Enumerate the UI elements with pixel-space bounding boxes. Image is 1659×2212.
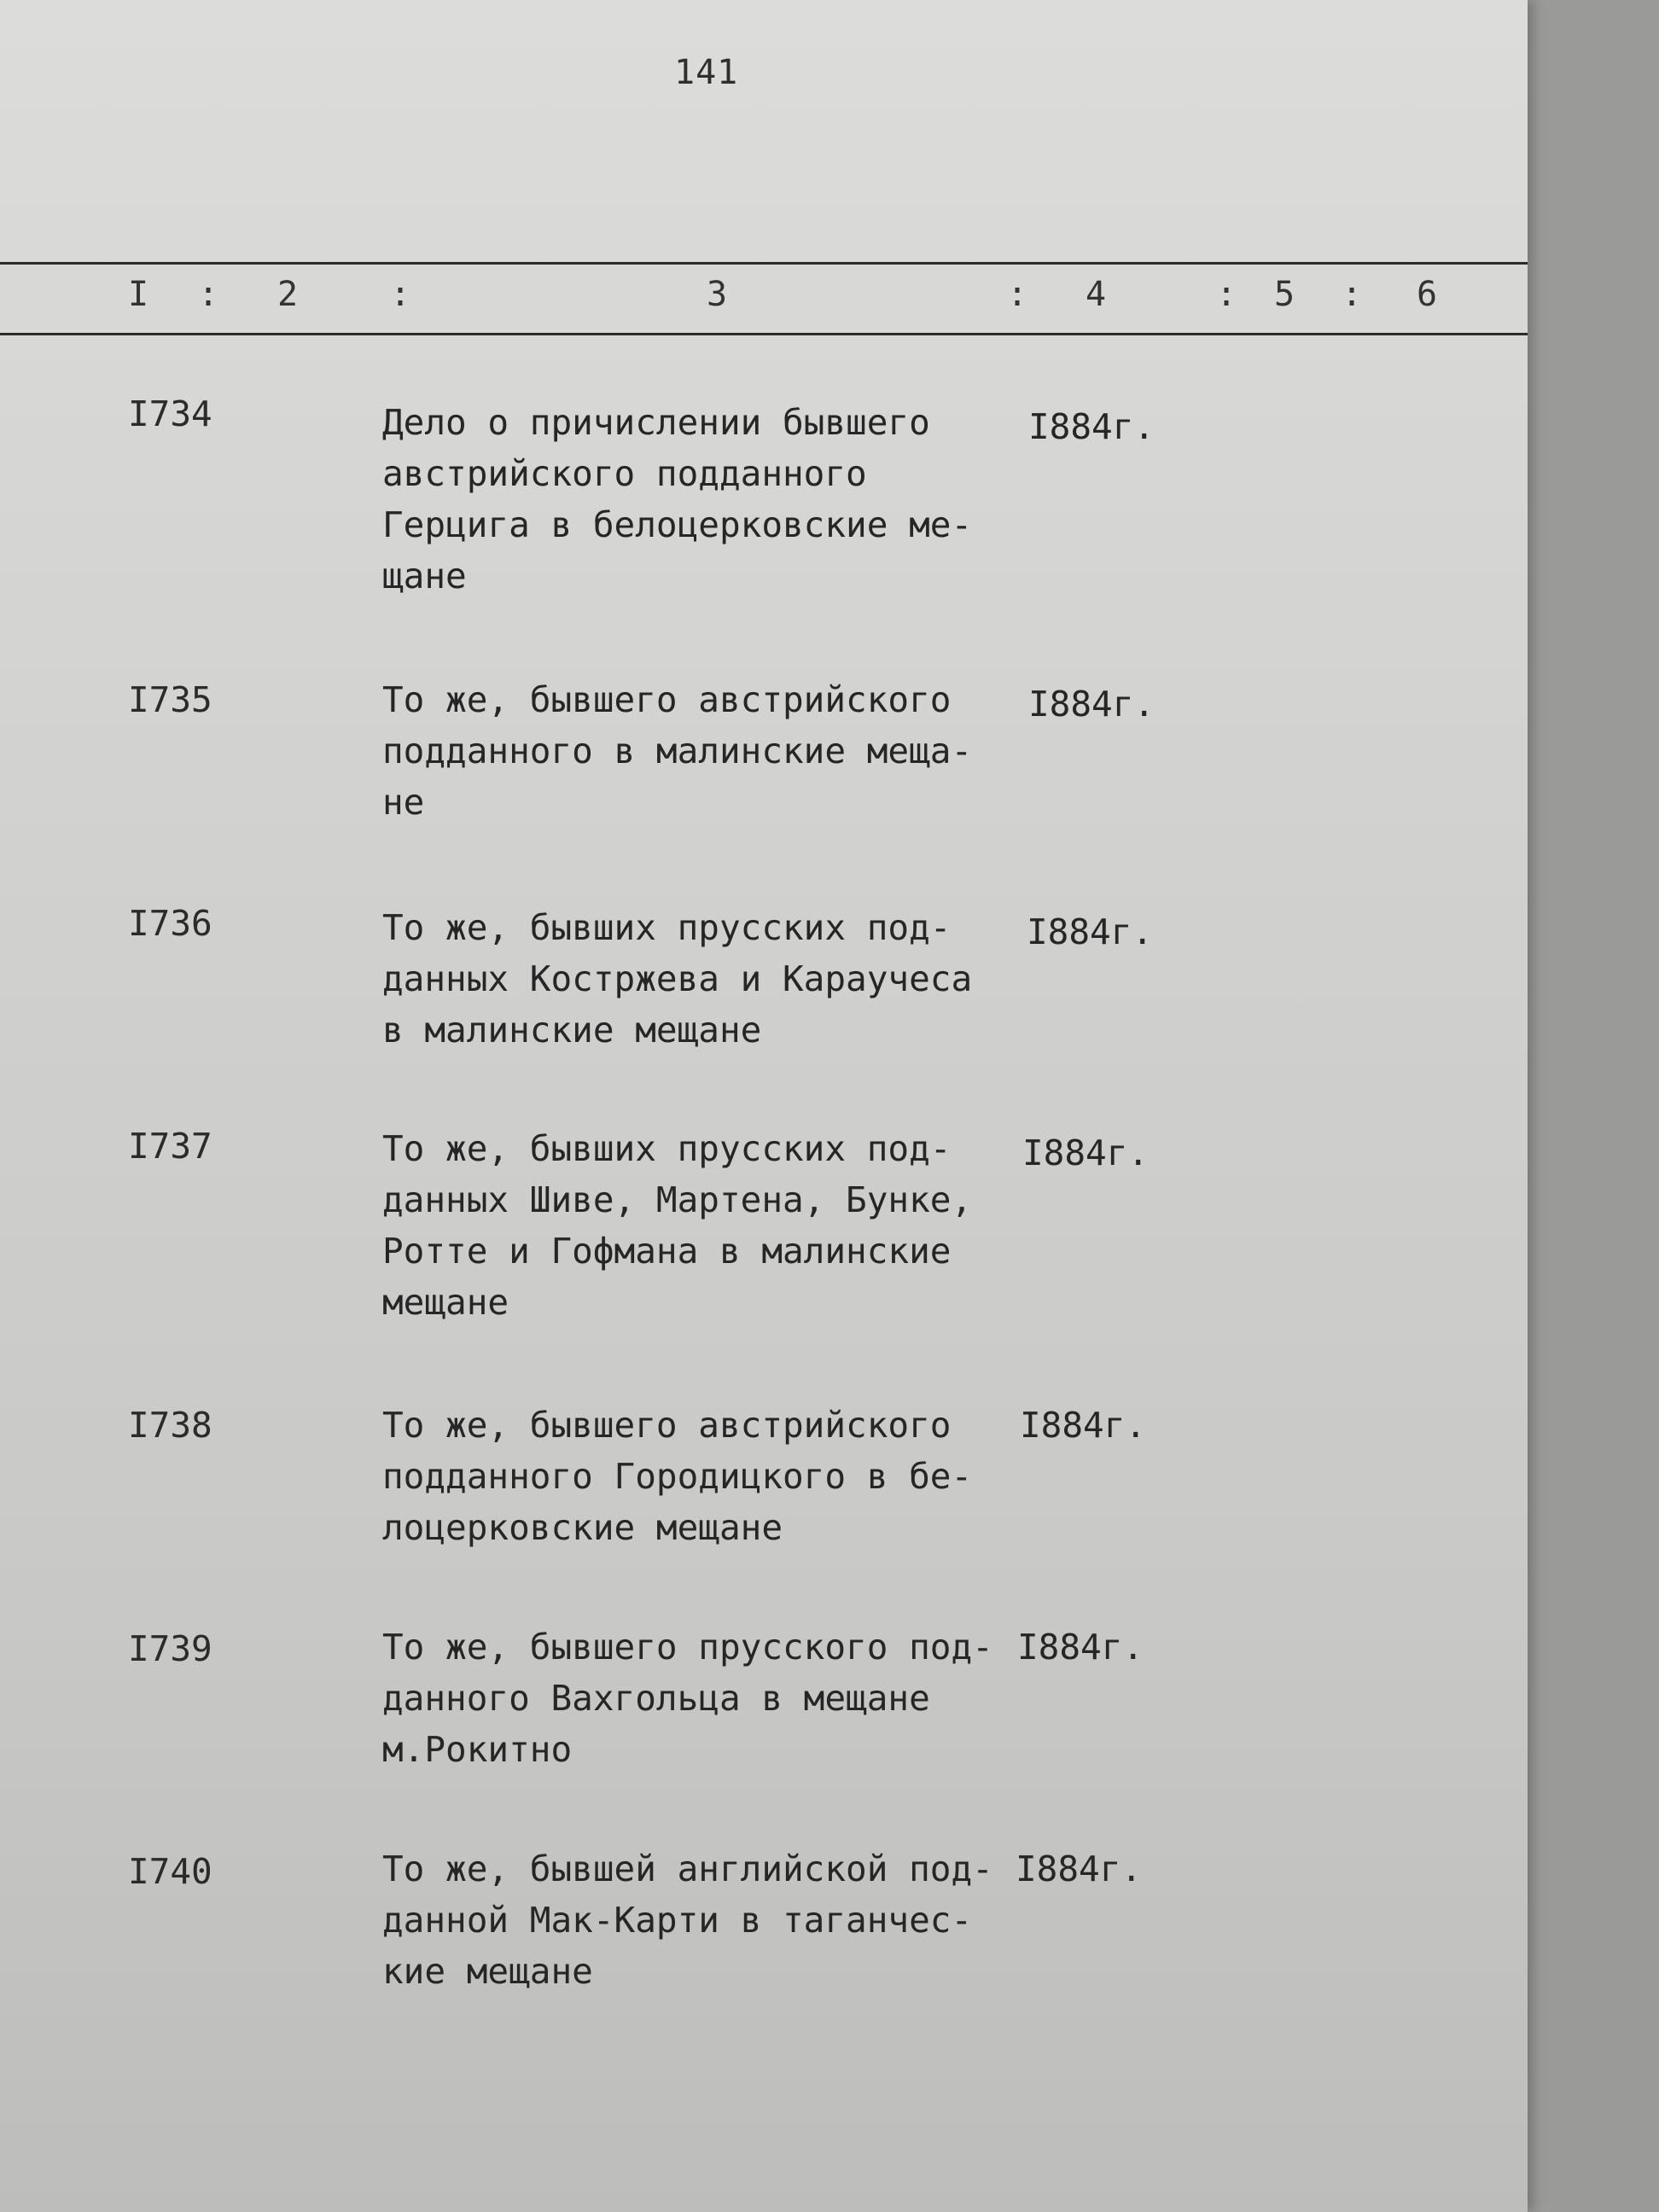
entry-title-line: То же, бывшего австрийского — [382, 679, 952, 720]
entry-title-line: щане — [382, 556, 467, 597]
entry-title-line: данных Шиве, Мартена, Бунке, — [382, 1179, 973, 1220]
column-header-2: 2 — [277, 275, 299, 314]
column-separator: : — [198, 275, 219, 314]
entry-title-line: То же, бывшего австрийского — [382, 1405, 952, 1446]
entry-title-line: австрийского подданного — [382, 453, 867, 494]
entry-title-line: То же, бывшего прусского под- — [382, 1627, 993, 1668]
entry-date: I884г. — [1022, 1132, 1150, 1173]
entry-number: I738 — [128, 1405, 212, 1446]
entry-title-line: кие мещане — [382, 1951, 593, 1992]
entry-title — [382, 902, 1014, 1056]
column-header-6: 6 — [1417, 275, 1438, 314]
entry-title — [382, 397, 1014, 602]
entry-title — [382, 1843, 1014, 1997]
entry-title-line: лоцерковские мещане — [382, 1507, 783, 1548]
entry-title-line: м.Рокитно — [382, 1729, 573, 1770]
entry-date: I884г. — [1016, 1848, 1143, 1889]
entry-title-line: мещане — [382, 1282, 509, 1323]
entry-title-line: данных Костржева и Карaучеса — [382, 958, 973, 999]
column-separator: : — [1342, 275, 1363, 314]
entry-title — [382, 674, 1014, 828]
entry-title — [382, 1123, 1014, 1328]
entry-date: I884г. — [1017, 1627, 1144, 1668]
entry-title — [382, 1400, 1014, 1553]
entry-title-line: в малинские мещане — [382, 1010, 762, 1051]
entry-number: I737 — [128, 1126, 212, 1167]
entry-number: I739 — [128, 1628, 212, 1669]
entry-title-line: То же, бывшей английской под- — [382, 1848, 993, 1889]
entry-title-line: данной Мак-Карти в таганчес- — [382, 1900, 973, 1941]
entry-title-line: подданного Городицкого в бе- — [382, 1456, 973, 1497]
entry-date: I884г. — [1020, 1405, 1147, 1446]
page-number: 141 — [674, 53, 739, 92]
entry-title-line: Дело о причислении бывшего — [382, 402, 930, 443]
column-header-1: I — [128, 275, 149, 314]
entry-date: I884г. — [1028, 406, 1155, 447]
header-rule-bottom — [0, 333, 1528, 335]
column-separator: : — [390, 275, 411, 314]
entry-title-line: подданного в малинские меща- — [382, 731, 973, 771]
header-rule-top — [0, 262, 1528, 265]
column-header-5: 5 — [1274, 275, 1295, 314]
entry-number: I735 — [128, 679, 212, 720]
entry-date: I884г. — [1027, 911, 1154, 952]
entry-title-line: То же, бывших прусских под- — [382, 907, 952, 948]
entry-title-line: То же, бывших прусских под- — [382, 1128, 952, 1169]
entry-number: I736 — [128, 903, 212, 944]
entry-number: I734 — [128, 393, 212, 434]
entry-title-line: данного Вахгольца в мещане — [382, 1678, 930, 1719]
entry-title-line: Ротте и Гофмана в малинские — [382, 1231, 952, 1272]
column-separator: : — [1216, 275, 1237, 314]
entry-number: I740 — [128, 1851, 212, 1892]
entry-title — [382, 1621, 1014, 1775]
entry-date: I884г. — [1028, 684, 1155, 725]
column-separator: : — [1007, 275, 1028, 314]
entry-title-line: Герцига в белоцерковские ме- — [382, 504, 973, 545]
column-header-3: 3 — [707, 275, 728, 314]
column-header-4: 4 — [1086, 275, 1107, 314]
entry-title-line: не — [382, 782, 425, 823]
